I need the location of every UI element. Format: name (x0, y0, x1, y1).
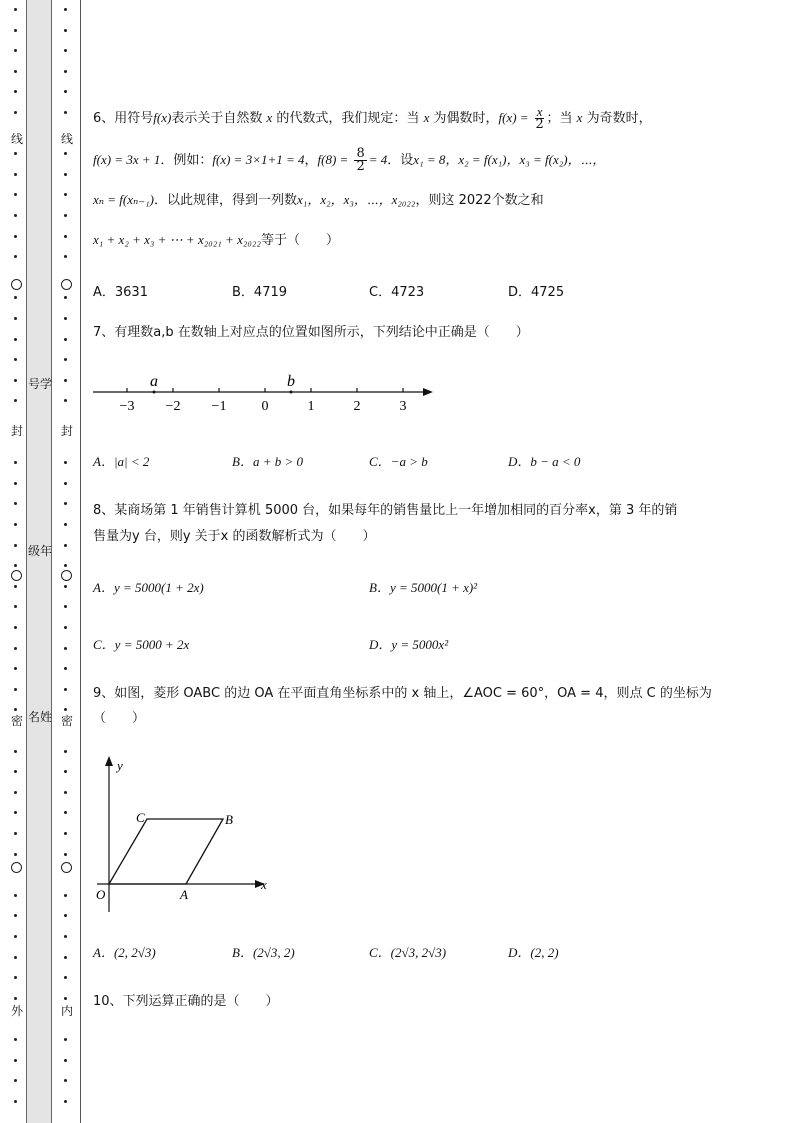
number-line-tick-label: −3 (119, 399, 135, 414)
inner-margin-dot (64, 935, 67, 938)
outer-margin-dot (14, 399, 17, 402)
q6-frac-x2 (535, 106, 545, 131)
point-a-label: a (150, 373, 158, 390)
q9-line-2: （ ） (93, 711, 146, 726)
outer-margin-dot (14, 1100, 17, 1103)
outer-margin-dot (14, 152, 17, 155)
outer-margin-dot (14, 255, 17, 258)
q6-line-2 (93, 148, 605, 173)
inner-margin-dot (64, 49, 67, 52)
outer-margin-dot (14, 647, 17, 650)
q6-text: 为奇数时， (586, 111, 652, 126)
inner-margin-circle (61, 570, 72, 581)
outer-margin-dot (14, 317, 17, 320)
outer-margin-dot (14, 70, 17, 73)
outer-margin-dot (14, 667, 17, 670)
q6-option-b[interactable]: B．4719 (232, 285, 288, 300)
point-a-dot (153, 391, 156, 394)
outer-margin-dot (14, 358, 17, 361)
number-line-tick-label: 0 (261, 399, 269, 414)
outer-margin-dot (14, 894, 17, 897)
outer-margin-dot (14, 585, 17, 588)
outer-margin-dot (14, 173, 17, 176)
inner-margin-circle (61, 862, 72, 873)
inner-margin-dot (64, 461, 67, 464)
q6-line-3 (93, 190, 544, 211)
q7-option-a[interactable]: A．|a| < 2 (93, 454, 150, 469)
q6-frac-82 (354, 148, 366, 173)
q8-option-a[interactable]: A．y = 5000(1 + 2x) (93, 580, 204, 595)
q6-var-x: x (266, 110, 273, 125)
q6-text: ．以此规律，得到一列数 (154, 193, 298, 208)
outer-margin-dot (14, 90, 17, 93)
inner-margin-column (56, 0, 78, 1123)
outer-margin-dot (14, 461, 17, 464)
q8-line-1: 8、某商场第 1 年销售计算机 5000 台，如果每年的销售量比上一年增加相同的百分率x，第 3 年的销 (93, 503, 678, 518)
rhombus-figure (93, 752, 278, 912)
outer-margin-word: 外 (10, 1004, 23, 1018)
inner-margin-dot (64, 482, 67, 485)
q6-text: 的代数式，我们规定：当 (276, 111, 420, 126)
margin-divider (80, 0, 81, 1123)
outer-margin-dot (14, 49, 17, 52)
q6-eq: f(x) = (498, 110, 529, 125)
inner-margin-dot (64, 399, 67, 402)
outer-margin-circle (11, 279, 22, 290)
inner-margin-dot (64, 626, 67, 629)
inner-margin-dot (64, 379, 67, 382)
inner-margin-dot (64, 358, 67, 361)
outer-margin-dot (14, 111, 17, 114)
outer-margin-word: 密 (10, 714, 23, 728)
inner-margin-dot (64, 29, 67, 32)
outer-margin-dot (14, 688, 17, 691)
outer-margin-dot (14, 750, 17, 753)
band-label-class: 级年 (27, 544, 52, 558)
q6-math: ，x₂ = f(x₁)，x₃ = f(x₂)，⋯， (445, 152, 606, 167)
outer-margin-dot (14, 956, 17, 959)
outer-margin-dot (14, 626, 17, 629)
inner-margin-circle (61, 279, 72, 290)
inner-margin-dot (64, 914, 67, 917)
q6-math: f(x) = 3x + 1 (93, 152, 161, 167)
q7-stem: 7、有理数a,b 在数轴上对应点的位置如图所示，下列结论中正确是（ ） (93, 325, 529, 340)
outer-margin-dot (14, 770, 17, 773)
inner-margin-dot (64, 1100, 67, 1103)
inner-margin-word: 内 (60, 1004, 73, 1018)
inner-margin-dot (64, 564, 67, 567)
q6-text: 等于（ ） (260, 233, 339, 248)
outer-margin-dot (14, 1059, 17, 1062)
inner-margin-dot (64, 791, 67, 794)
outer-margin-dot (14, 544, 17, 547)
inner-margin-dot (64, 832, 67, 835)
number-line-tick-label: 1 (307, 399, 315, 414)
inner-margin-dot (64, 585, 67, 588)
student-info-band (26, 0, 52, 1123)
q6-var-x: x (423, 110, 430, 125)
q6-var-x: x (576, 110, 583, 125)
inner-margin-dot (64, 8, 67, 11)
inner-margin-dot (64, 317, 67, 320)
outer-margin-dot (14, 853, 17, 856)
inner-margin-dot (64, 255, 67, 258)
outer-margin-dot (14, 1079, 17, 1082)
inner-margin-dot (64, 811, 67, 814)
inner-margin-dot (64, 111, 67, 114)
q6-math: x₁ = 8 (413, 152, 446, 167)
outer-margin-dot (14, 8, 17, 11)
inner-margin-dot (64, 688, 67, 691)
number-line-tick-label: 3 (399, 399, 407, 414)
point-c-label: C (136, 810, 145, 825)
q7-option-c[interactable]: C．−a > b (369, 454, 428, 469)
outer-margin-dot (14, 605, 17, 608)
outer-margin-word: 线 (10, 132, 23, 146)
x-axis-label: x (261, 877, 267, 892)
q6-text: 为偶数时， (433, 111, 499, 126)
q7-option-b[interactable]: B．a + b > 0 (232, 454, 303, 469)
outer-margin-dot (14, 235, 17, 238)
inner-margin-dot (64, 193, 67, 196)
q9-line-1: 9、如图，菱形 OABC 的边 OA 在平面直角坐标系中的 x 轴上，∠AOC = 60°，OA = 4，则点 C 的坐标为 (93, 686, 712, 701)
outer-margin-circle (11, 570, 22, 581)
inner-margin-word: 线 (60, 132, 73, 146)
number-line-figure (93, 366, 438, 418)
outer-margin-dot (14, 811, 17, 814)
q8-option-b[interactable]: B．y = 5000(1 + x)² (369, 580, 478, 595)
inner-margin-dot (64, 647, 67, 650)
inner-margin-dot (64, 708, 67, 711)
inner-margin-dot (64, 853, 67, 856)
inner-margin-word: 密 (60, 714, 73, 728)
inner-margin-dot (64, 1059, 67, 1062)
q7-option-d[interactable]: D．b − a < 0 (508, 454, 581, 469)
point-b-dot (290, 391, 293, 394)
q6-text: ，则这 2022个数之和 (415, 193, 544, 208)
q8-option-d[interactable]: D．y = 5000x² (369, 637, 449, 652)
frac-den: 2 (535, 117, 544, 132)
inner-margin-dot (64, 956, 67, 959)
outer-margin-dot (14, 482, 17, 485)
inner-margin-dot (64, 173, 67, 176)
inner-margin-dot (64, 214, 67, 217)
frac-num: 8 (356, 146, 365, 161)
outer-margin-dot (14, 193, 17, 196)
rhombus-oabc (109, 819, 223, 884)
inner-margin-dot (64, 544, 67, 547)
q6-option-d[interactable]: D．4725 (508, 285, 565, 300)
y-axis-arrow (105, 756, 113, 766)
outer-margin-dot (14, 914, 17, 917)
outer-margin-dot (14, 1038, 17, 1041)
inner-margin-dot (64, 1038, 67, 1041)
q6-text: ．例如： (160, 153, 213, 168)
q9-option-c[interactable]: C．(2√3, 2√3) (369, 945, 447, 960)
outer-margin-dot (14, 29, 17, 32)
q6-text: 表示关于自然数 (171, 111, 263, 126)
number-line-tick-label: −2 (165, 399, 181, 414)
inner-margin-dot (64, 152, 67, 155)
q6-option-c[interactable]: C．4723 (369, 285, 425, 300)
inner-margin-dot (64, 1079, 67, 1082)
y-axis-label: y (117, 758, 123, 773)
q8-option-c[interactable]: C．y = 5000 + 2x (93, 637, 190, 652)
q6-line-4 (93, 230, 339, 251)
inner-margin-dot (64, 605, 67, 608)
q6-fx: f(x) (153, 110, 172, 125)
q6-math: f(8) = (317, 152, 349, 167)
q6-text: ， (304, 153, 318, 168)
inner-margin-dot (64, 770, 67, 773)
outer-margin-dot (14, 338, 17, 341)
outer-margin-dot (14, 564, 17, 567)
inner-margin-dot (64, 997, 67, 1000)
inner-margin-dot (64, 523, 67, 526)
inner-margin-dot (64, 750, 67, 753)
inner-margin-dot (64, 235, 67, 238)
outer-margin-dot (14, 379, 17, 382)
inner-margin-dot (64, 502, 67, 505)
q6-text: 6、用符号 (93, 111, 154, 126)
number-line-arrow (423, 388, 433, 396)
outer-margin-dot (14, 976, 17, 979)
outer-margin-dot (14, 708, 17, 711)
q6-math: = 4 (368, 152, 388, 167)
point-o-label: O (96, 887, 106, 902)
inner-margin-dot (64, 296, 67, 299)
q10-stem: 10、下列运算正确的是（ ） (93, 994, 279, 1009)
inner-margin-dot (64, 338, 67, 341)
q9-option-a[interactable]: A．(2, 2√3) (93, 945, 156, 960)
q6-text: ．设 (387, 153, 414, 168)
inner-margin-dot (64, 90, 67, 93)
q9-option-b[interactable]: B．(2√3, 2) (232, 945, 295, 960)
point-a-label: A (180, 887, 188, 902)
outer-margin-dot (14, 296, 17, 299)
outer-margin-dot (14, 214, 17, 217)
q6-math: x₁，x₂，x₃，⋯，x₂₀₂₂ (297, 192, 416, 207)
outer-margin-dot (14, 791, 17, 794)
outer-margin-dot (14, 997, 17, 1000)
frac-den: 2 (356, 159, 365, 174)
outer-margin-circle (11, 862, 22, 873)
q6-line-1 (93, 106, 652, 131)
number-line-tick-label: 2 (353, 399, 361, 414)
outer-margin-dot (14, 502, 17, 505)
band-label-name: 名姓 (27, 710, 52, 724)
point-b-label: B (225, 812, 233, 827)
inner-margin-dot (64, 894, 67, 897)
outer-margin-dot (14, 935, 17, 938)
number-line-tick-label: −1 (211, 399, 227, 414)
outer-margin-column (6, 0, 26, 1123)
point-b-label: b (287, 373, 295, 390)
q9-option-d[interactable]: D．(2, 2) (508, 945, 559, 960)
q8-line-2: 售量为y 台，则y 关于x 的函数解析式为（ ） (93, 529, 376, 544)
outer-margin-word: 封 (10, 424, 23, 438)
q6-text: ；当 (546, 111, 573, 126)
inner-margin-word: 封 (60, 424, 73, 438)
frac-num: x (536, 104, 543, 119)
q6-math: x₁ + x₂ + x₃ + ⋯ + x₂₀₂₁ + x₂₀₂₂ (93, 232, 261, 247)
q6-math: xₙ = f(xₙ₋₁) (93, 192, 155, 207)
q6-option-a[interactable]: A．3631 (93, 285, 148, 300)
inner-margin-dot (64, 70, 67, 73)
inner-margin-dot (64, 976, 67, 979)
inner-margin-dot (64, 667, 67, 670)
outer-margin-dot (14, 832, 17, 835)
band-label-id: 号学 (27, 377, 52, 391)
q6-math: f(x) = 3×1+1 = 4 (212, 152, 305, 167)
outer-margin-dot (14, 523, 17, 526)
